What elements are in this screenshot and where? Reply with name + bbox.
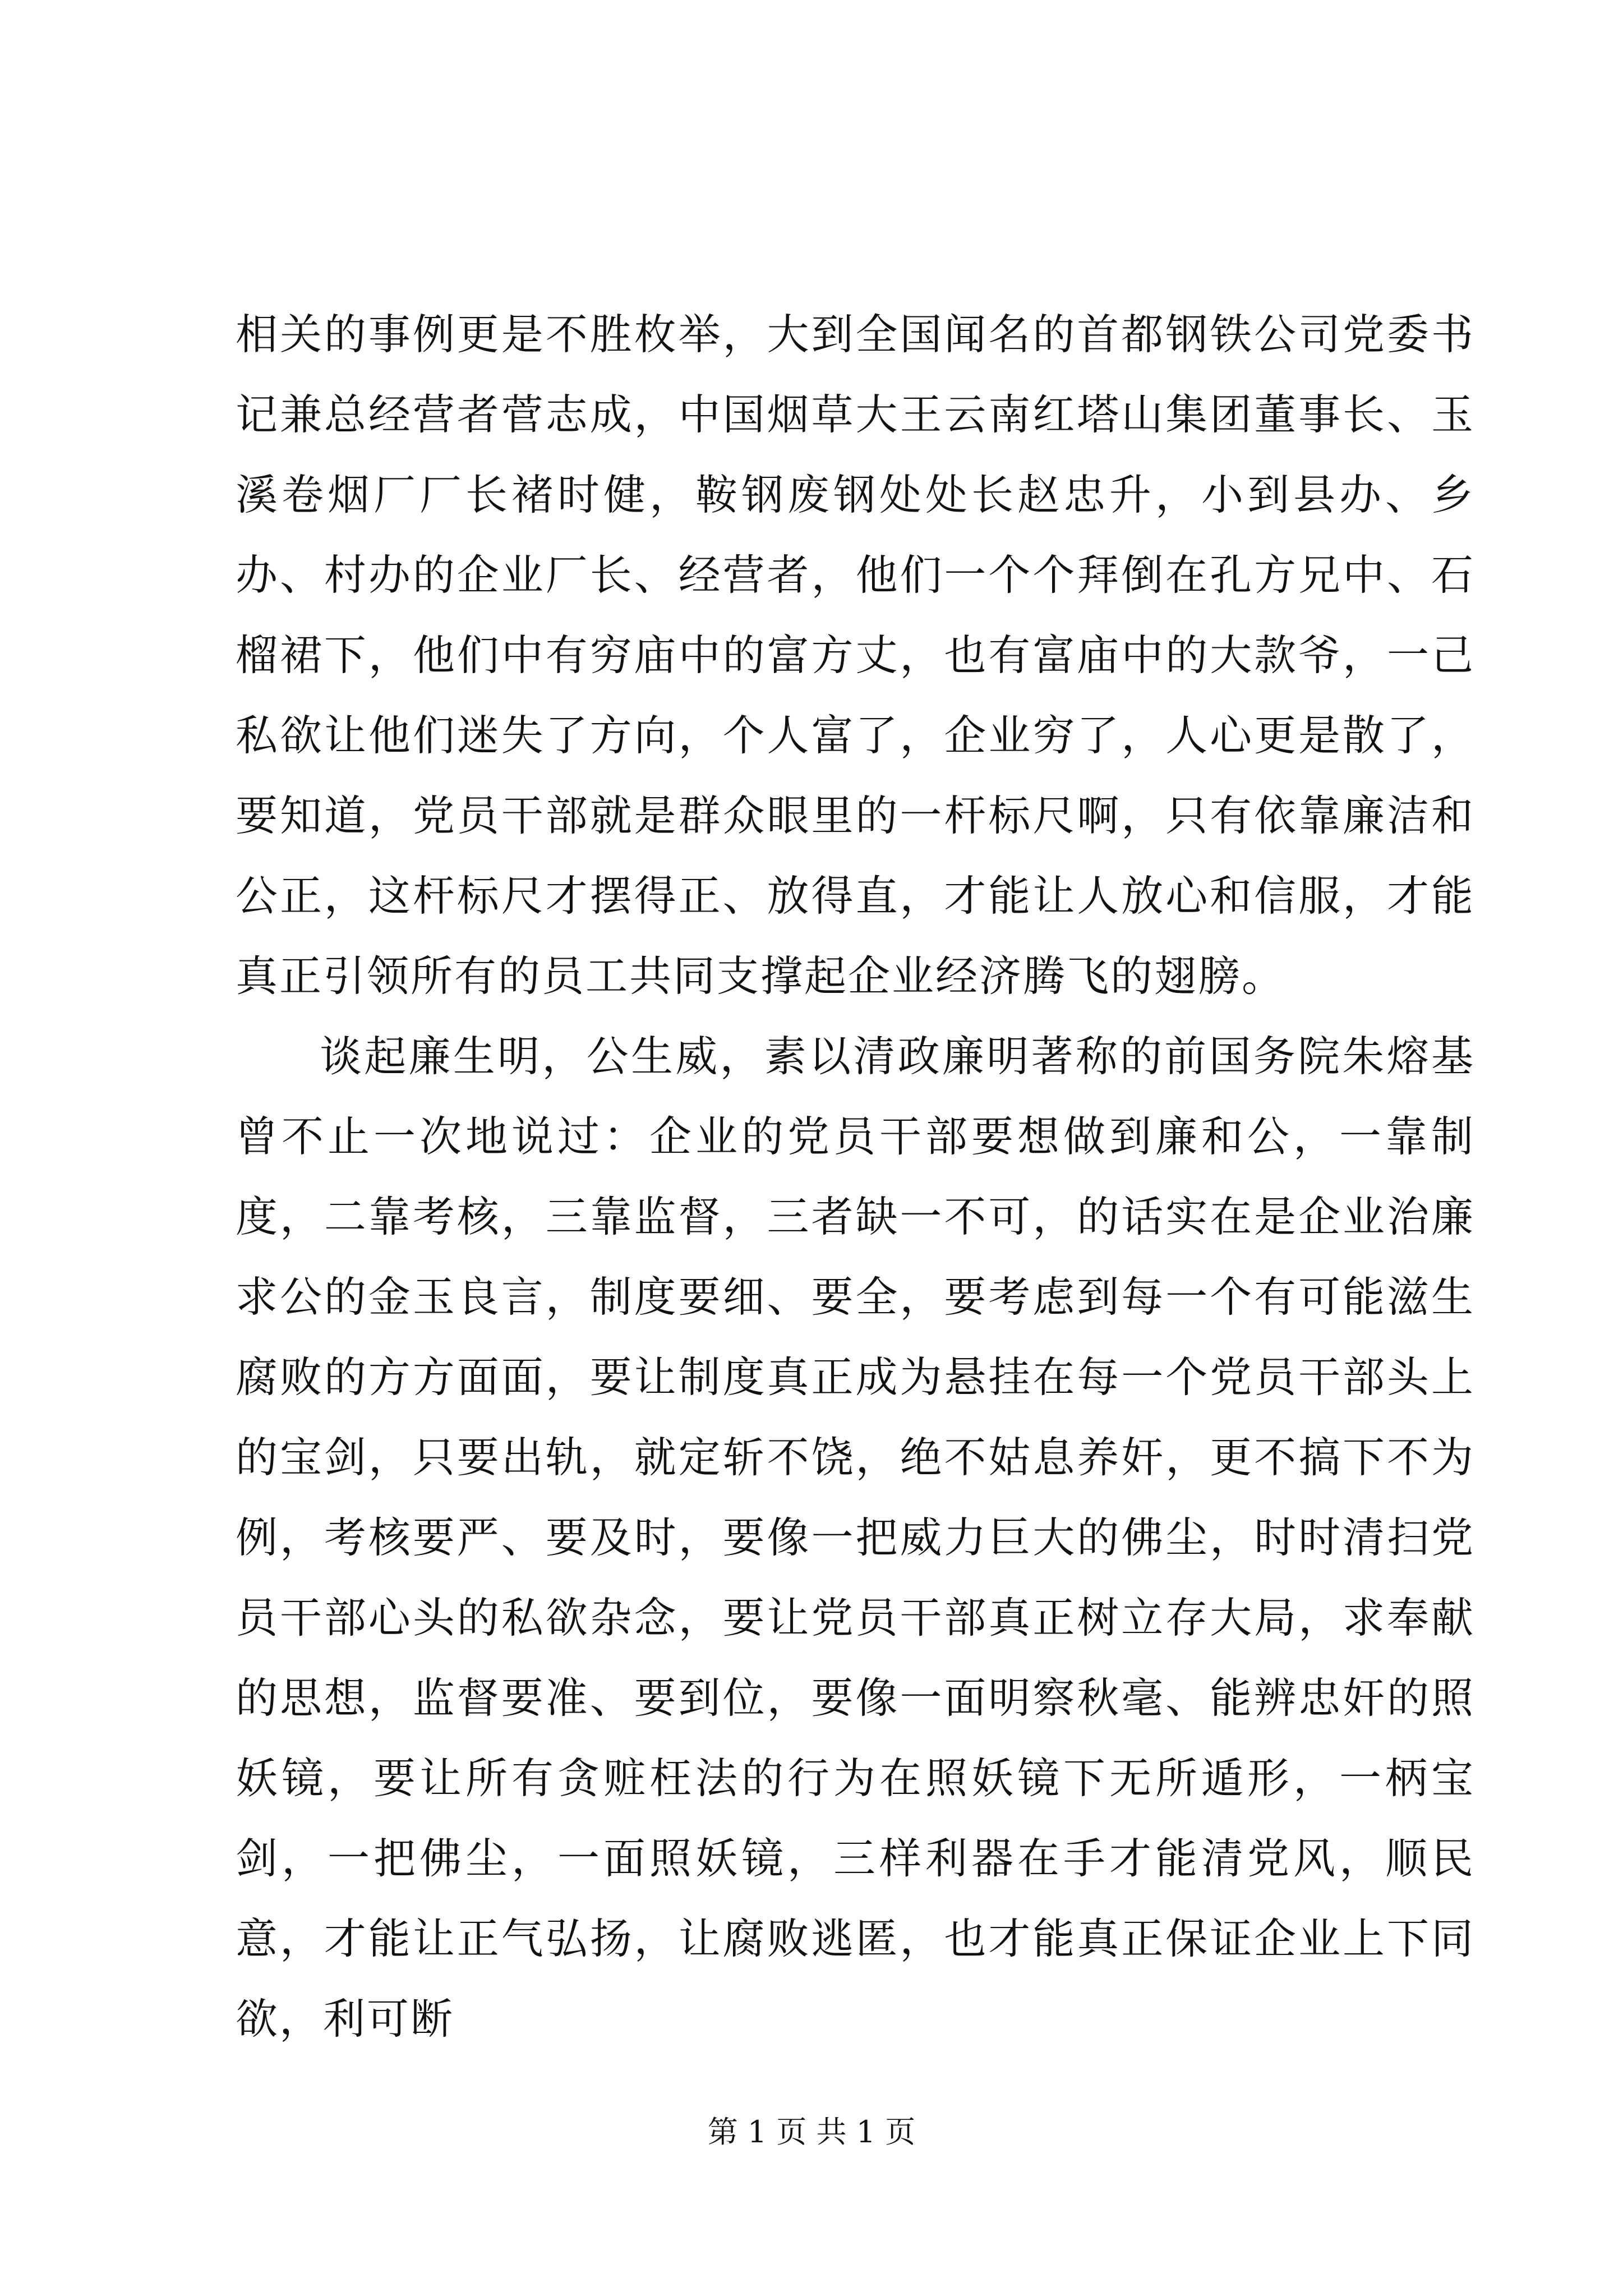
document-body bbox=[236, 295, 1475, 2059]
page-footer bbox=[0, 2113, 1623, 2152]
paragraph: 谈起廉生明，公生威，素以清政廉明著称的前国务院朱熔基曾不止一次地说过：企业的党员干部要想做到廉和公，一靠制度，二靠考核，三靠监督，三者缺一不可，的话实在是企业治廉求公的金玉良言，制度要细、要全，要考虑到每一个有可能滋生腐败的方方面面，要让制度真正成为悬挂在每一个党员干部头上的宝剑，只要出轨，就定斩不饶，绝不姑息养奸，更不搞下不为例，考核要严、要及时，要像一把威力巨大的佛尘，时时清扫党员干部心头的私欲杂念，要让党员干部真正树立存大局，求奉献的思想，监督要准、要到位，要像一面明察秋毫、能辨忠奸的照妖镜，要让所有贪赃枉法的行为在照妖镜下无所遁形，一柄宝剑，一把佛尘，一面照妖镜，三样利器在手才能清党风，顺民意，才能让正气弘扬，让腐败逃匿，也才能真正保证企业上下同欲，利可断 bbox=[236, 1032, 1475, 2044]
paragraph: 相关的事例更是不胜枚举，大到全国闻名的首都钢铁公司党委书记兼总经营者菅志成，中国烟草大王云南红塔山集团董事长、玉溪卷烟厂厂长褚时健，鞍钢废钢处处长赵忠升，小到县办、乡办、村办的企业厂长、经营者，他们一个个拜倒在孔方兄中、石榴裙下，他们中有穷庙中的富方丈，也有富庙中的大款爷，一己私欲让他们迷失了方向，个人富了，企业穷了，人心更是散了，要知道，党员干部就是群众眼里的一杆标尺啊，只有依靠廉洁和公正，这杆标尺才摆得正、放得直，才能让人放心和信服，才能真正引领所有的员工共同支撑起企业经济腾飞的翅膀。 bbox=[236, 310, 1475, 1001]
page-number-label: 第 1 页 共 1 页 bbox=[707, 2114, 916, 2150]
